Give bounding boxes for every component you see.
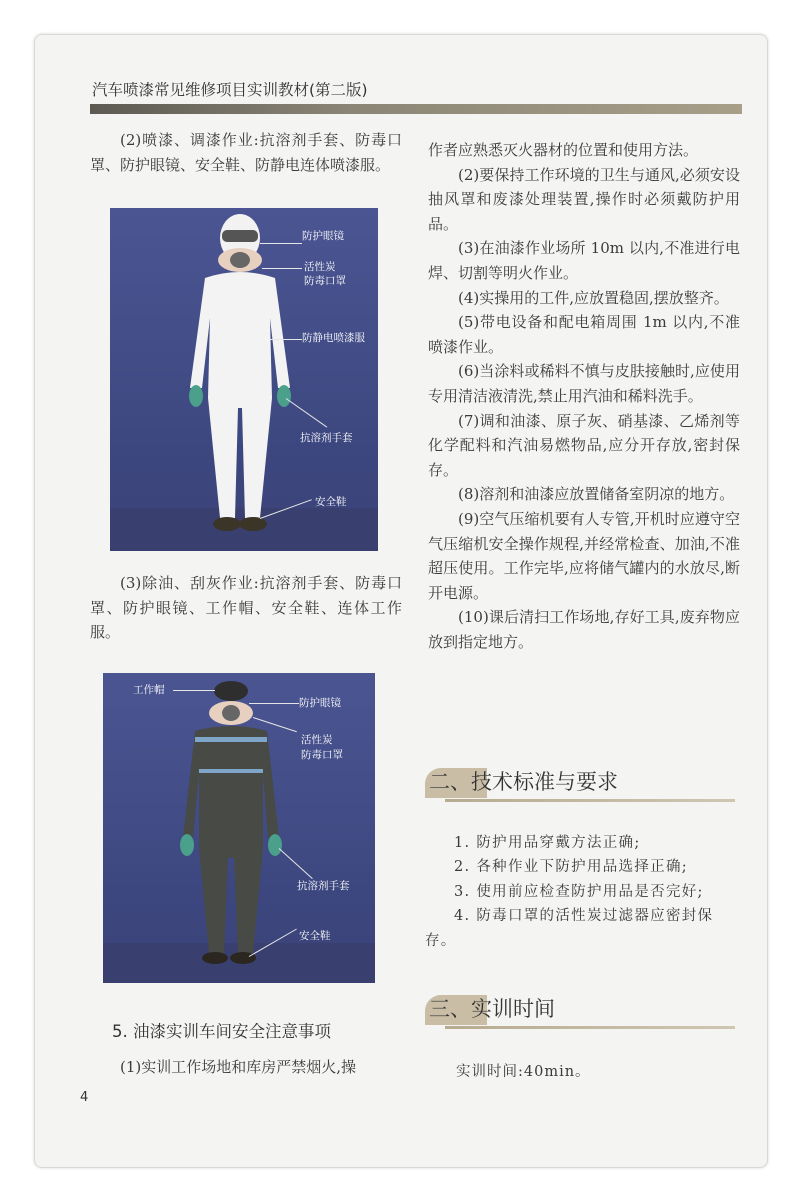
left-column-para-3	[90, 571, 402, 645]
label-activated-carbon: 活性炭	[301, 734, 333, 746]
ppe-spraying-paragraph: (2)喷漆、调漆作业:抗溶剂手套、防毒口罩、防护眼镜、安全鞋、防静电连体喷漆服。	[90, 131, 402, 174]
heading-underline	[445, 1026, 735, 1029]
page-number: 4	[80, 1090, 89, 1105]
label-solvent-gloves: 抗溶剂手套	[297, 880, 350, 892]
list-item: 2. 各种作业下防护用品选择正确;	[454, 859, 688, 876]
list-item: 3. 使用前应检查防护用品是否完好;	[454, 883, 704, 900]
standards-list	[425, 831, 735, 953]
leader-line	[173, 690, 215, 691]
figure-work-clothes-photo	[103, 673, 375, 983]
ppe-degreasing-paragraph: (3)除油、刮灰作业:抗溶剂手套、防毒口罩、防护眼镜、工作帽、安全鞋、连体工作服。	[90, 574, 402, 642]
rule-item: (6)当涂料或稀料不慎与皮肤接触时,应使用专用清洁液清洗,禁止用汽油和稀料洗手。	[428, 362, 740, 405]
section-2-title: 二、技术标准与要求	[429, 770, 618, 794]
left-column-rule-1	[90, 1055, 402, 1080]
section-heading-safety-notes: 5. 油漆实训车间安全注意事项	[112, 1022, 331, 1041]
label-activated-carbon: 活性炭	[304, 261, 336, 273]
rule-item: (9)空气压缩机要有人专管,开机时应遵守空气压缩机安全操作规程,并经常检查、加油,不准超压使用。工作完毕,应将储气罐内的水放尽,断开电源。	[428, 509, 740, 602]
rule-item: (4)实操用的工件,应放置稳固,摆放整齐。	[458, 288, 729, 307]
leader-line	[249, 703, 299, 704]
left-column-para-2	[90, 128, 402, 177]
rule-item: (5)带电设备和配电箱周围 1m 以内,不准喷漆作业。	[428, 313, 740, 356]
right-column-rules	[428, 138, 740, 654]
label-antistatic-suit: 防静电喷漆服	[302, 332, 365, 344]
rule-1-continued: 作者应熟悉灭火器材的位置和使用方法。	[428, 141, 699, 159]
rule-item: (7)调和油漆、原子灰、硝基漆、乙烯剂等化学配料和汽油易燃物品,应分开存放,密封保存。	[428, 411, 740, 479]
section-3-heading	[425, 993, 735, 1033]
heading-underline	[445, 799, 735, 802]
list-item: 4. 防毒口罩的活性炭过滤器应密封保存。	[425, 908, 714, 949]
training-time: 实训时间:40min。	[456, 1064, 591, 1080]
label-goggles: 防护眼镜	[302, 230, 344, 242]
figure-spray-suit-photo	[110, 208, 378, 551]
label-goggles: 防护眼镜	[299, 697, 341, 709]
person-in-work-clothes-illustration	[103, 673, 375, 983]
label-safety-shoes: 安全鞋	[315, 496, 347, 508]
rule-item: (3)在油漆作业场所 10m 以内,不准进行电焊、切割等明火作业。	[428, 239, 740, 282]
section-2-heading	[425, 766, 735, 806]
rule-item: (10)课后清扫工作场地,存好工具,废弃物应放到指定地方。	[428, 608, 740, 651]
label-safety-shoes: 安全鞋	[299, 930, 331, 942]
header-rule	[90, 104, 742, 114]
leader-line	[262, 268, 302, 269]
leader-line	[270, 339, 302, 340]
leader-line	[260, 243, 302, 244]
label-work-cap: 工作帽	[133, 684, 165, 696]
list-item: 1. 防护用品穿戴方法正确;	[454, 835, 641, 851]
rule-item: (2)要保持工作环境的卫生与通风,必须安设抽风罩和废漆处理装置,操作时必须戴防护用品。	[428, 165, 740, 233]
section-3-title: 三、实训时间	[429, 997, 555, 1021]
label-solvent-gloves: 抗溶剂手套	[300, 432, 353, 444]
rule-item: (8)溶剂和油漆应放置储备室阴凉的地方。	[458, 485, 735, 504]
label-gas-mask: 防毒口罩	[301, 749, 343, 761]
running-header: 汽车喷漆常见维修项目实训教材(第二版)	[92, 81, 368, 99]
rule-1-start: (1)实训工作场地和库房严禁烟火,操	[120, 1058, 357, 1076]
label-gas-mask: 防毒口罩	[304, 275, 346, 287]
